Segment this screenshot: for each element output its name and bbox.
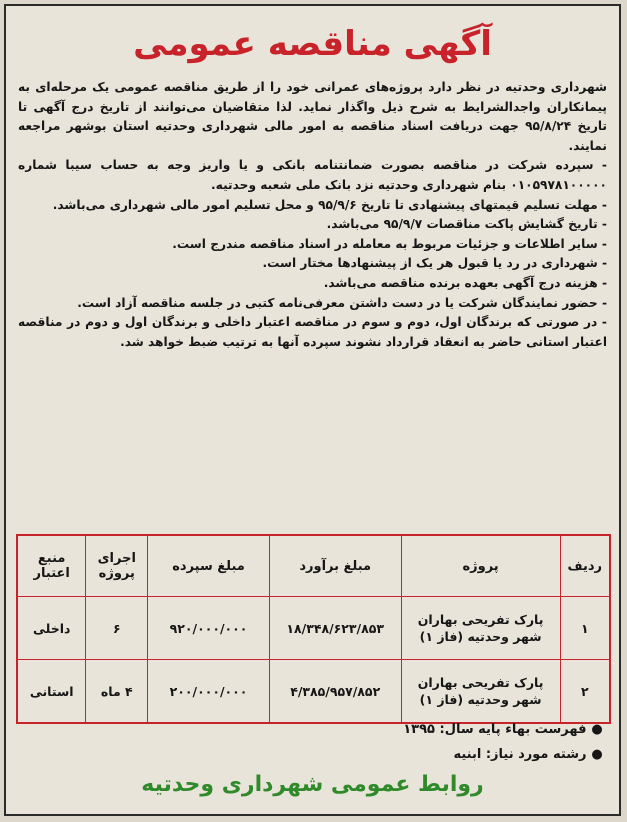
cell-project: پارک تفریحی بهاران شهر وحدتیه (فاز ۱) xyxy=(401,597,560,660)
header-deposit: مبلغ سپرده xyxy=(148,535,270,597)
tender-table xyxy=(16,534,611,724)
field-needed-line xyxy=(18,747,603,762)
header-funding-source: منبع اعتبار xyxy=(17,535,86,597)
header-project: پروژه xyxy=(401,535,560,597)
table-row xyxy=(17,660,610,724)
documents-clause: - سایر اطلاعات و جزئیات مربوط به معامله در اسناد مناقصه مندرج است. xyxy=(172,236,607,251)
header-estimate: مبلغ برآورد xyxy=(269,535,401,597)
cell-row-number: ۲ xyxy=(560,660,610,724)
opening-date-clause: - تاریخ گشایش پاکت مناقصات ۹۵/۹/۷ می‌باشد. xyxy=(326,217,607,232)
cell-deposit: ۲۰۰/۰۰۰/۰۰۰ xyxy=(148,660,270,724)
cell-project: پارک تفریحی بهاران شهر وحدتیه (فاز ۱) xyxy=(401,660,560,724)
field-needed-text: رشته مورد نیاز: ابنیه xyxy=(453,747,587,762)
deadline-clause: - مهلت تسلیم قیمتهای پیشنهادی تا تاریخ ۹۵/۹/۶ و محل تسلیم امور مالی شهرداری می‌باشد. xyxy=(52,197,607,212)
cell-estimate: ۱۸/۳۴۸/۶۲۳/۸۵۳ xyxy=(269,597,401,660)
deposit-clause: - سپرده شرکت در مناقصه بصورت ضمانتنامه بانکی و یا واریز وجه به حساب سیبا شماره ۰۱۰۵۹۷۸۱۰۰۰۰۰ بنام شهرداری وحدتیه نزد بانک ملی شعبه وحدتیه. xyxy=(18,158,607,192)
intro-paragraph: شهرداری وحدتیه در نظر دارد پروژه‌های عمرانی خود را از طریق مناقصه عمومی یک مرحله‌ای به پیمانکاران واجدالشرایط به شرح ذیل واگذار نماید. لذا متقاضیان می‌توانند از تاریخ درج آگهی تا تاریخ ۹۵/۸/۲۴ جهت دریافت اسناد مناقصه به امور مالی شهرداری وحدتیه استان بوشهر مراجعه نمایند. xyxy=(18,80,607,153)
ad-body xyxy=(18,78,607,352)
header-row-number: ردیف xyxy=(560,535,610,597)
forfeit-clause: - در صورتی که برندگان اول، دوم و سوم در مناقصه اعتبار داخلی و برندگان اول و دوم در مناقصه اعتبار استانی حاضر به انعقاد قرارداد نشوند سپرده آنها به ترتیب ضبط خواهد شد. xyxy=(18,315,607,349)
cell-duration: ۴ ماه xyxy=(86,660,148,724)
cell-funding-source: استانی xyxy=(17,660,86,724)
rejection-clause: - شهرداری در رد یا قبول هر یک از پیشنهادها مختار است. xyxy=(262,256,607,271)
price-list-line xyxy=(18,722,603,737)
cell-estimate: ۴/۳۸۵/۹۵۷/۸۵۲ xyxy=(269,660,401,724)
cell-row-number: ۱ xyxy=(560,597,610,660)
table-header-row xyxy=(17,535,610,597)
cell-funding-source: داخلی xyxy=(17,597,86,660)
table-row xyxy=(17,597,610,660)
cell-deposit: ۹۲۰/۰۰۰/۰۰۰ xyxy=(148,597,270,660)
header-duration: اجرای پروژه xyxy=(86,535,148,597)
cell-duration: ۶ xyxy=(86,597,148,660)
newspaper-ad xyxy=(4,4,621,816)
cost-clause: - هزینه درج آگهی بعهده برنده مناقصه می‌باشد. xyxy=(323,275,607,290)
bullet-icon: ● xyxy=(591,722,603,737)
public-relations-signature: روابط عمومی شهرداری وحدتیه xyxy=(141,772,484,797)
price-list-text: فهرست بهاء پایه سال: ۱۳۹۵ xyxy=(403,722,587,737)
attendance-clause: - حضور نمایندگان شرکت یا در دست داشتن معرفی‌نامه کتبی در جلسه مناقصه آزاد است. xyxy=(77,295,607,310)
ad-title: آگهی مناقصه عمومی xyxy=(133,24,492,64)
bullet-icon: ● xyxy=(591,747,603,762)
